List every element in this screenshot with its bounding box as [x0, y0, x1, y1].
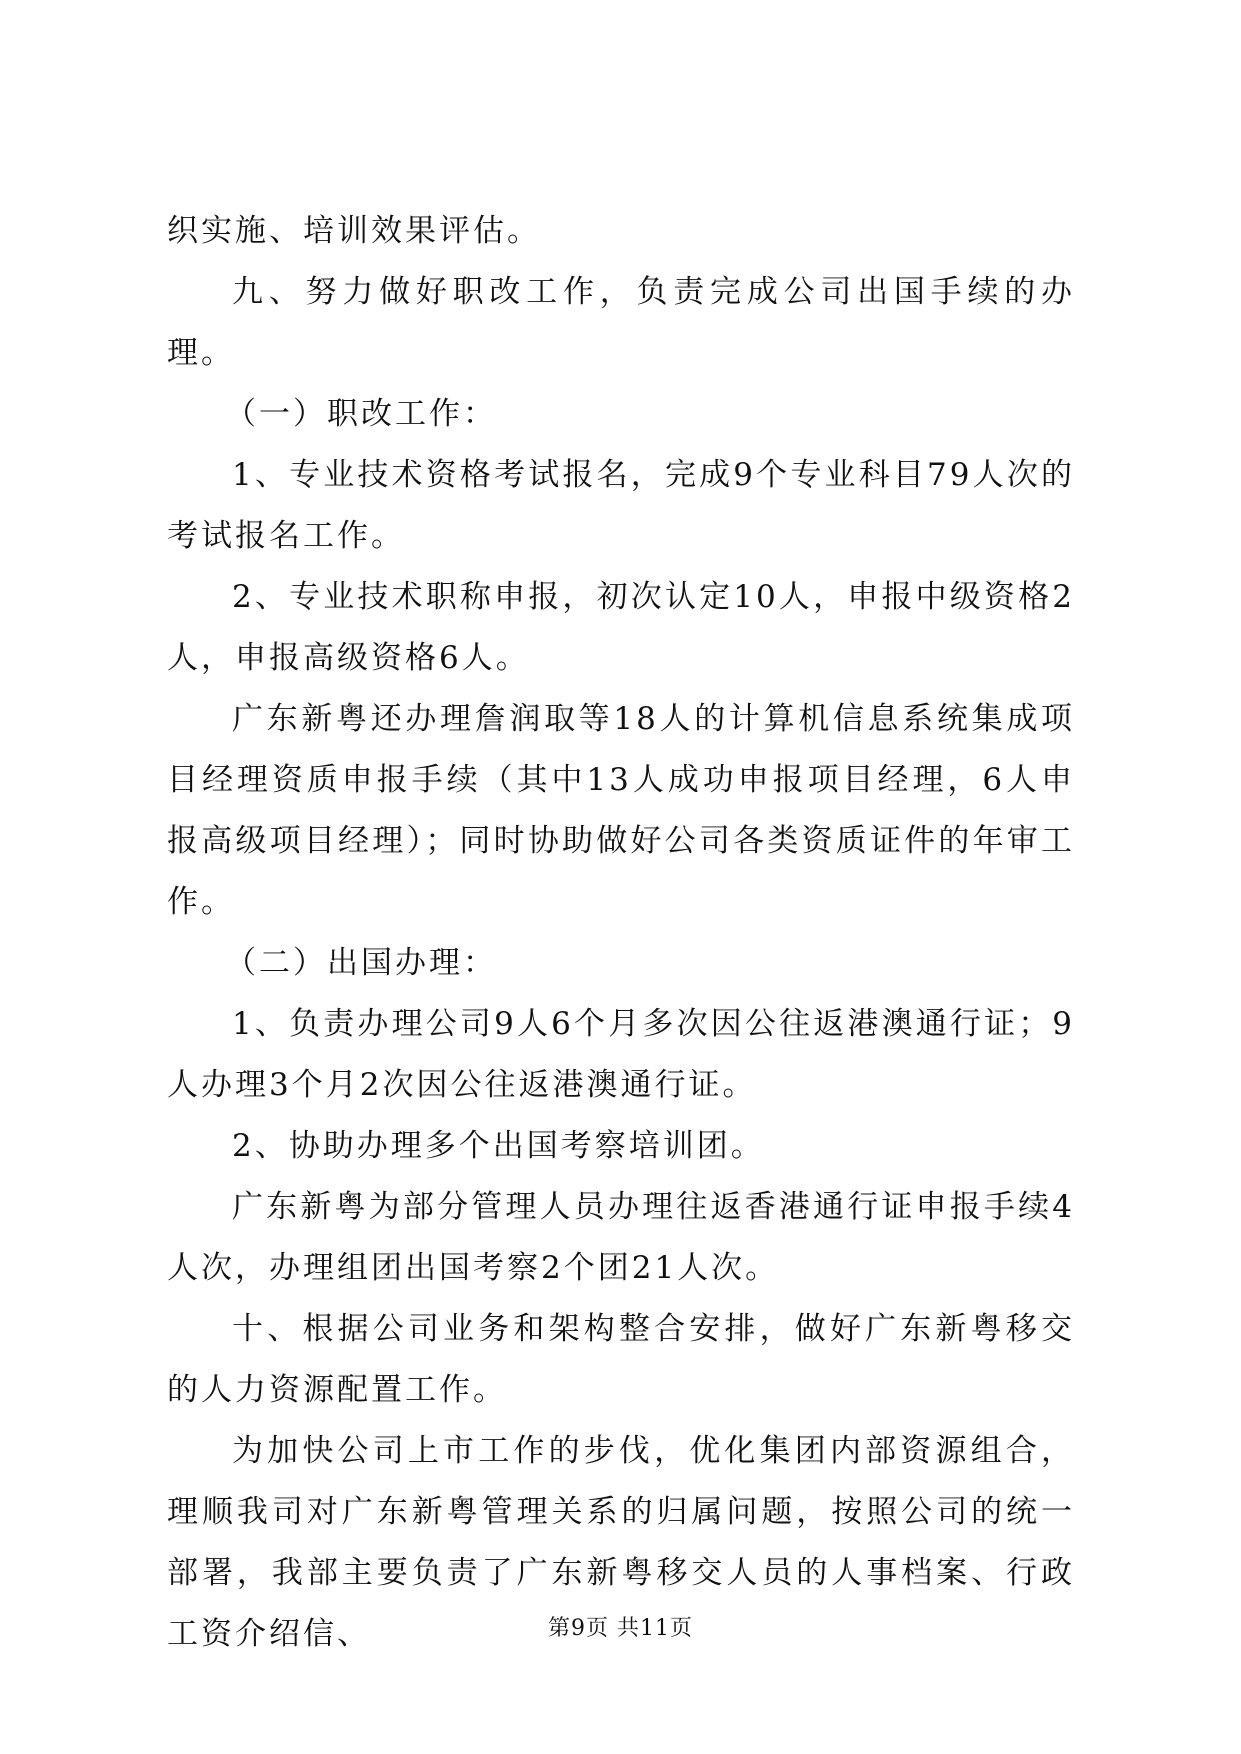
page-number-footer: 第9页 共11页 [548, 1616, 693, 1641]
paragraph-hongkong-pass: 广东新粤为部分管理人员办理往返香港通行证申报手续4人次，办理组团出国考察2个团21人次。 [167, 1189, 1075, 1286]
paragraph-section-ten: 十、根据公司业务和架构整合安排，做好广东新粤移交的人力资源配置工作。 [167, 1311, 1075, 1408]
paragraph-listing: 为加快公司上市工作的步伐，优化集团内部资源组合，理顺我司对广东新粤管理关系的归属问题，按照公司的统一部署，我部主要负责了广东新粤移交人员的人事档案、行政工资介绍信、 [167, 1433, 1075, 1652]
paragraph-subsection-two: （二）出国办理： [225, 945, 497, 981]
paragraph-continuation: 织实施、培训效果评估。 [167, 213, 541, 249]
paragraph-item-exam: 1、专业技术资格考试报名，完成9个专业科目79人次的考试报名工作。 [167, 457, 1075, 554]
paragraph-item-title: 2、专业技术职称申报，初次认定10人，申报中级资格2人，申报高级资格6人。 [167, 579, 1075, 676]
paragraph-project-manager: 广东新粤还办理詹润取等18人的计算机信息系统集成项目经理资质申报手续（其中13人成功申报项目经理，6人申报高级项目经理）；同时协助做好公司各类资质证件的年审工作。 [167, 701, 1075, 920]
paragraph-item-delegation: 2、协助办理多个出国考察培训团。 [232, 1128, 765, 1164]
paragraph-subsection-one: （一）职改工作： [225, 396, 497, 432]
paragraph-item-pass: 1、负责办理公司9人6个月多次因公往返港澳通行证；9人办理3个月2次因公往返港澳通行证。 [167, 1006, 1075, 1103]
document-body [167, 201, 1075, 1665]
paragraph-section-nine: 九、努力做好职改工作，负责完成公司出国手续的办理。 [167, 274, 1075, 371]
